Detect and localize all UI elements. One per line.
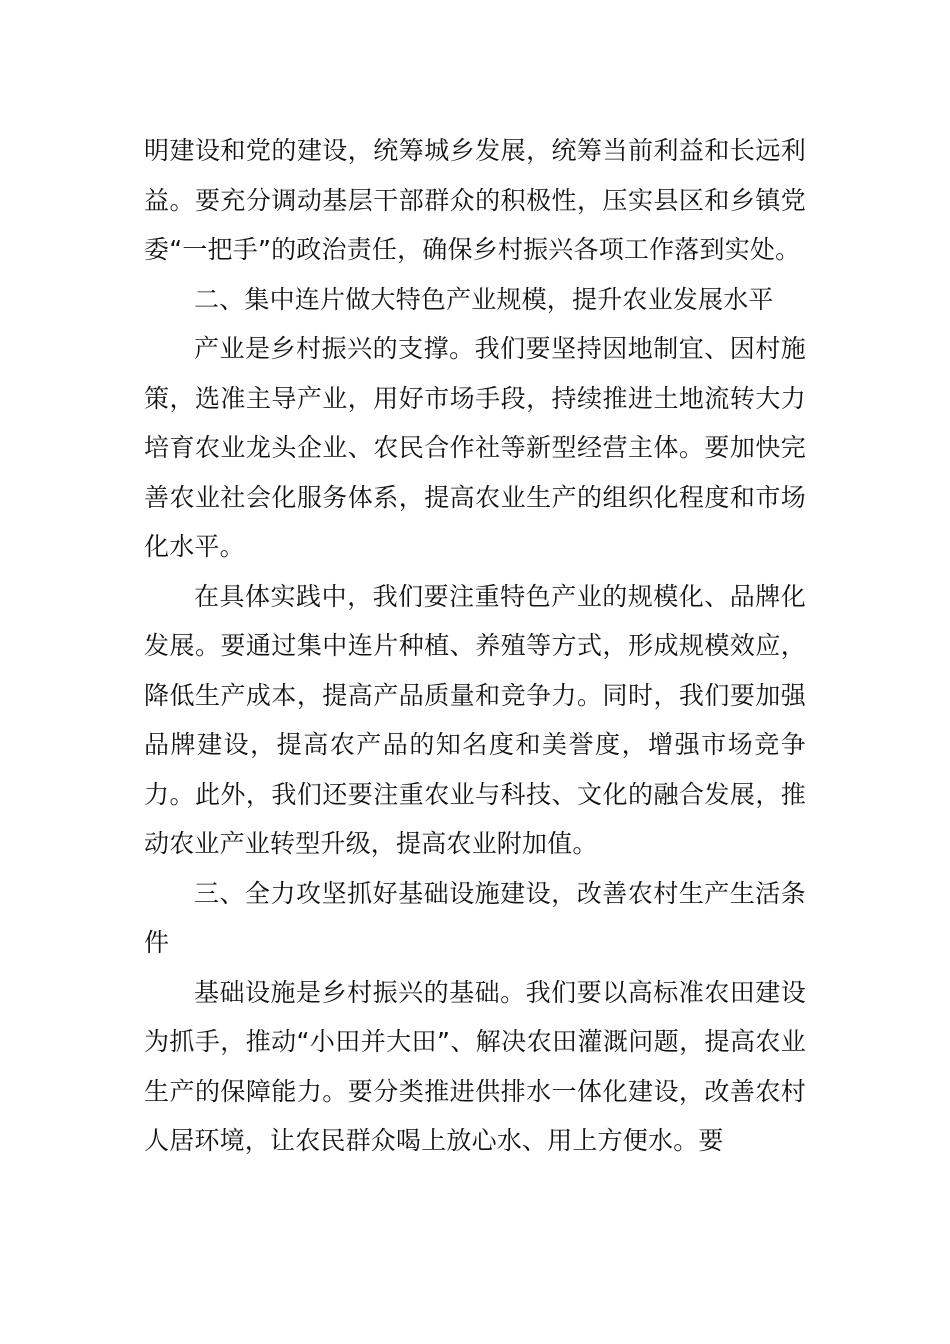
paragraph-infrastructure: 基础设施是乡村振兴的基础。我们要以高标准农田建设为抓手，推动“小田并大田”、解决农田灌溉问题，提高农业生产的保障能力。要分类推进供排水一体化建设，改善农村人居环境，让农民群众喝上放心水、用上方便水。要 (144, 977, 806, 1155)
paragraph-continuation: 明建设和党的建设，统筹城乡发展，统筹当前利益和长远利益。要充分调动基层干部群众的积极性，压实县区和乡镇党委“一把手”的政治责任，确保乡村振兴各项工作落到实处。 (144, 136, 806, 264)
section-heading-3: 三、全力攻坚抓好基础设施建设，改善农村生产生活条件 (144, 878, 806, 957)
paragraph-industry-support: 产业是乡村振兴的支撑。我们要坚持因地制宜、因村施策，选准主导产业，用好市场手段，持续推进土地流转大力培育农业龙头企业、农民合作社等新型经营主体。要加快完善农业社会化服务体系，提高农业生产的组织化程度和市场化水平。 (144, 334, 806, 561)
document-body (144, 126, 806, 1166)
paragraph-specialty-industry: 在具体实践中，我们要注重特色产业的规模化、品牌化发展。要通过集中连片种植、养殖等方式，形成规模效应，降低生产成本，提高产品质量和竞争力。同时，我们要加强品牌建设，提高农产品的知名度和美誉度，增强市场竞争力。此外，我们还要注重农业与科技、文化的融合发展，推动农业产业转型升级，提高农业附加值。 (144, 581, 806, 858)
section-heading-2: 二、集中连片做大特色产业规模，提升农业发展水平 (194, 284, 774, 314)
